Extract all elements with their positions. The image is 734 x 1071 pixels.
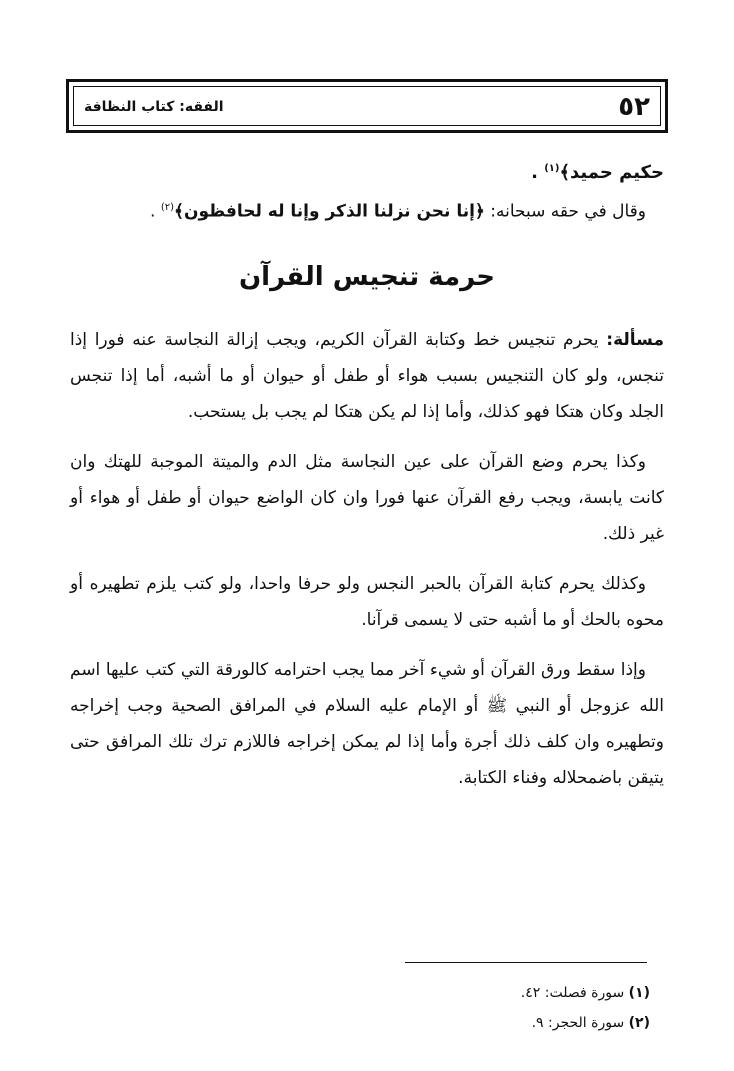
verse-continuation: [70, 151, 664, 191]
continuation-text: حكيم حميد﴾: [559, 162, 664, 183]
footnote-1: [400, 978, 650, 1008]
paragraph-2: وكذا يحرم وضع القرآن على عين النجاسة مثل الدم والميتة الموجبة للهتك وان كانت يابسة، ويجب رفع القرآن عنها فورا وان كان الواضع حيوان أو طفل أو هواء أو غير ذلك.: [70, 452, 664, 544]
body-text: [70, 322, 664, 810]
footnote-1-text: سورة فصلت: ٤٢.: [520, 985, 629, 1001]
footnote-2: [400, 1008, 650, 1038]
section-heading: حرمة تنجيس القرآن: [238, 262, 496, 292]
footnote-2-mark: (٢): [628, 1015, 650, 1031]
paragraph-3: وكذلك يحرم كتابة القرآن بالحبر النجس ولو حرفا واحدا، ولو كتب يلزم تطهيره أو محوه بالحك أو ما أشبه حتى لا يسمى قرآنا.: [70, 574, 664, 630]
verse-end: .: [150, 201, 161, 222]
running-header-title: الفقه: كتاب النظافة: [84, 99, 224, 115]
verse-line: [70, 190, 664, 230]
footnote-1-mark: (١): [628, 985, 650, 1001]
verse-intro: وقال في حقه سبحانه:: [484, 201, 646, 222]
footnote-ref-1: (١): [544, 163, 560, 174]
paragraph-1-text: يحرم تنجيس خط وكتابة القرآن الكريم، ويجب إزالة النجاسة عنه فورا إذا تنجس، ولو كان التنجيس بسبب هواء أو طفل أو حيوان أو ما أشبه، أما إذا تنجس الجلد وكان هتكا فهو كذلك، وأما إذا لم يكن هتكا لم يجب بل يستحب.: [70, 330, 664, 422]
paragraph-1: [70, 322, 664, 430]
paragraph-4: وإذا سقط ورق القرآن أو شيء آخر مما يجب احترامه كالورقة التي كتب عليها اسم الله عزوجل أو النبي ﷺ أو الإمام عليه السلام في المرافق الصحية وجب إخراجه وتطهيره وان كلف ذلك أجرة وأما إذا لم يمكن إخراجه فاللازم ترك تلك المرافق حتى يتيقن باضمحلاله وفناء الكتابة.: [70, 660, 664, 788]
footnote-ref-2: (٢): [160, 202, 175, 213]
page-number: ٥٢: [618, 92, 650, 122]
continuation-end: .: [531, 162, 545, 183]
footnote-2-text: سورة الحجر: ٩.: [531, 1015, 629, 1031]
footnote-separator: [405, 962, 647, 963]
quran-verse: ﴿إنا نحن نزلنا الذكر وإنا له لحافظون﴾: [174, 201, 485, 222]
footnotes: [400, 978, 650, 1038]
masala-label: مسألة:: [606, 330, 664, 350]
